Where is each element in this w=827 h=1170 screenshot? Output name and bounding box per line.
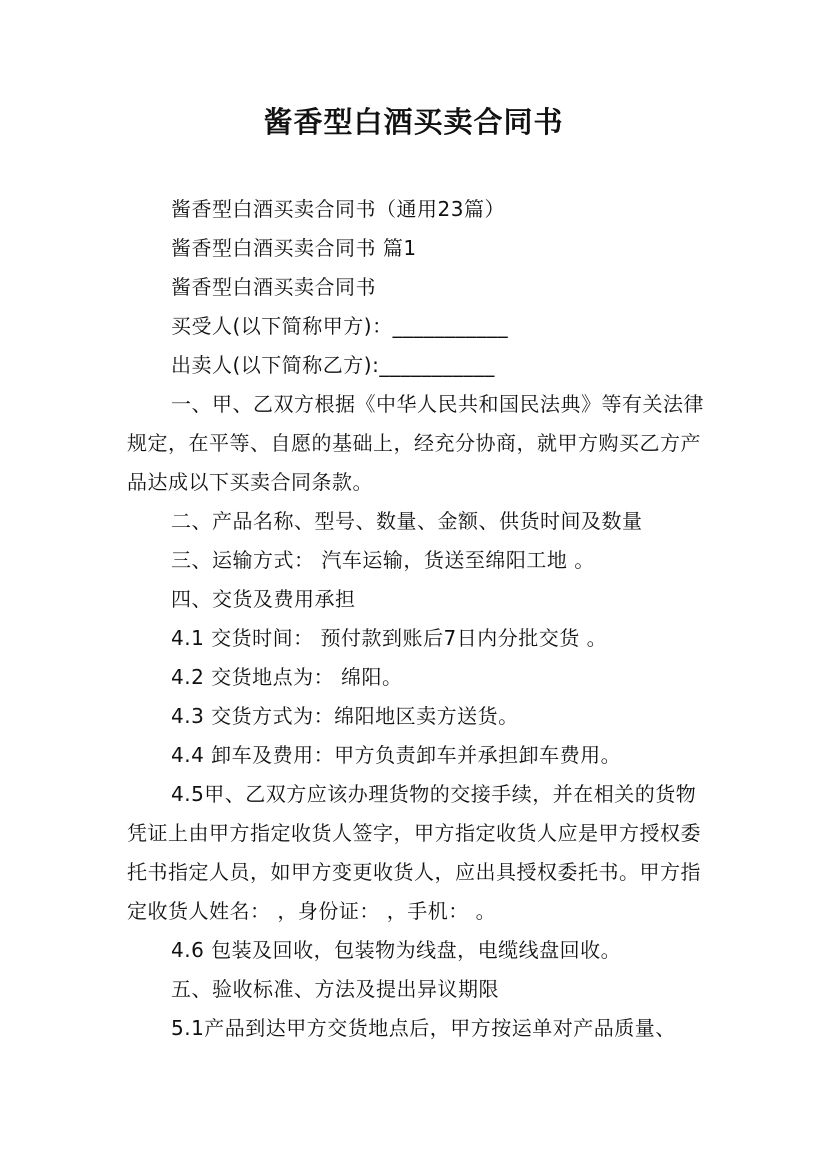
paragraph-clause-1: 一、甲、乙双方根据《中华人民共和国民法典》等有关法律规定，在平等、自愿的基础上，经充分协商，就甲方购买乙方产品达成以下买卖合同条款。 [127,392,704,494]
paragraph-clause-4-4: 4.4 卸车及费用：甲方负责卸车并承担卸车费用。 [171,743,622,767]
paragraph-clause-4: 四、交货及费用承担 [171,587,356,611]
paragraph-clause-3: 三、运输方式： 汽车运输，货送至绵阳工地 。 [171,548,595,572]
paragraph-clause-4-1: 4.1 交货时间： 预付款到账后7日内分批交货 。 [171,626,608,650]
paragraph-subtitle: 酱香型白酒买卖合同书（通用23篇） [171,197,505,221]
paragraph-buyer-line: 买受人(以下简称甲方)：___________ [171,314,509,338]
document-body [127,190,712,1048]
paragraph-clause-4-3: 4.3 交货方式为：绵阳地区卖方送货。 [171,704,519,728]
paragraph-clause-5: 五、验收标准、方法及提出异议期限 [171,977,499,1001]
document-title: 酱香型白酒买卖合同书 [263,105,564,139]
paragraph-clause-4-5: 4.5甲、乙双方应该办理货物的交接手续，并在相关的货物凭证上由甲方指定收货人签字，甲方指定收货人应是甲方授权委托书指定人员，如甲方变更收货人，应出具授权委托书。甲方指定收货人姓名： ，身份证： ，手机： 。 [127,782,701,923]
paragraph-clause-4-6: 4.6 包装及回收，包装物为线盘，电缆线盘回收。 [171,938,622,962]
paragraph-seller-line: 出卖人(以下简称乙方):___________ [171,353,495,377]
paragraph-clause-5-1: 5.1产品到达甲方交货地点后，甲方按运单对产品质量、 [171,1016,676,1040]
paragraph-chapter-heading: 酱香型白酒买卖合同书 篇1 [171,236,417,260]
paragraph-clause-2: 二、产品名称、型号、数量、金额、供货时间及数量 [171,509,643,533]
paragraph-contract-name: 酱香型白酒买卖合同书 [171,275,376,299]
paragraph-clause-4-2: 4.2 交货地点为： 绵阳。 [171,665,403,689]
